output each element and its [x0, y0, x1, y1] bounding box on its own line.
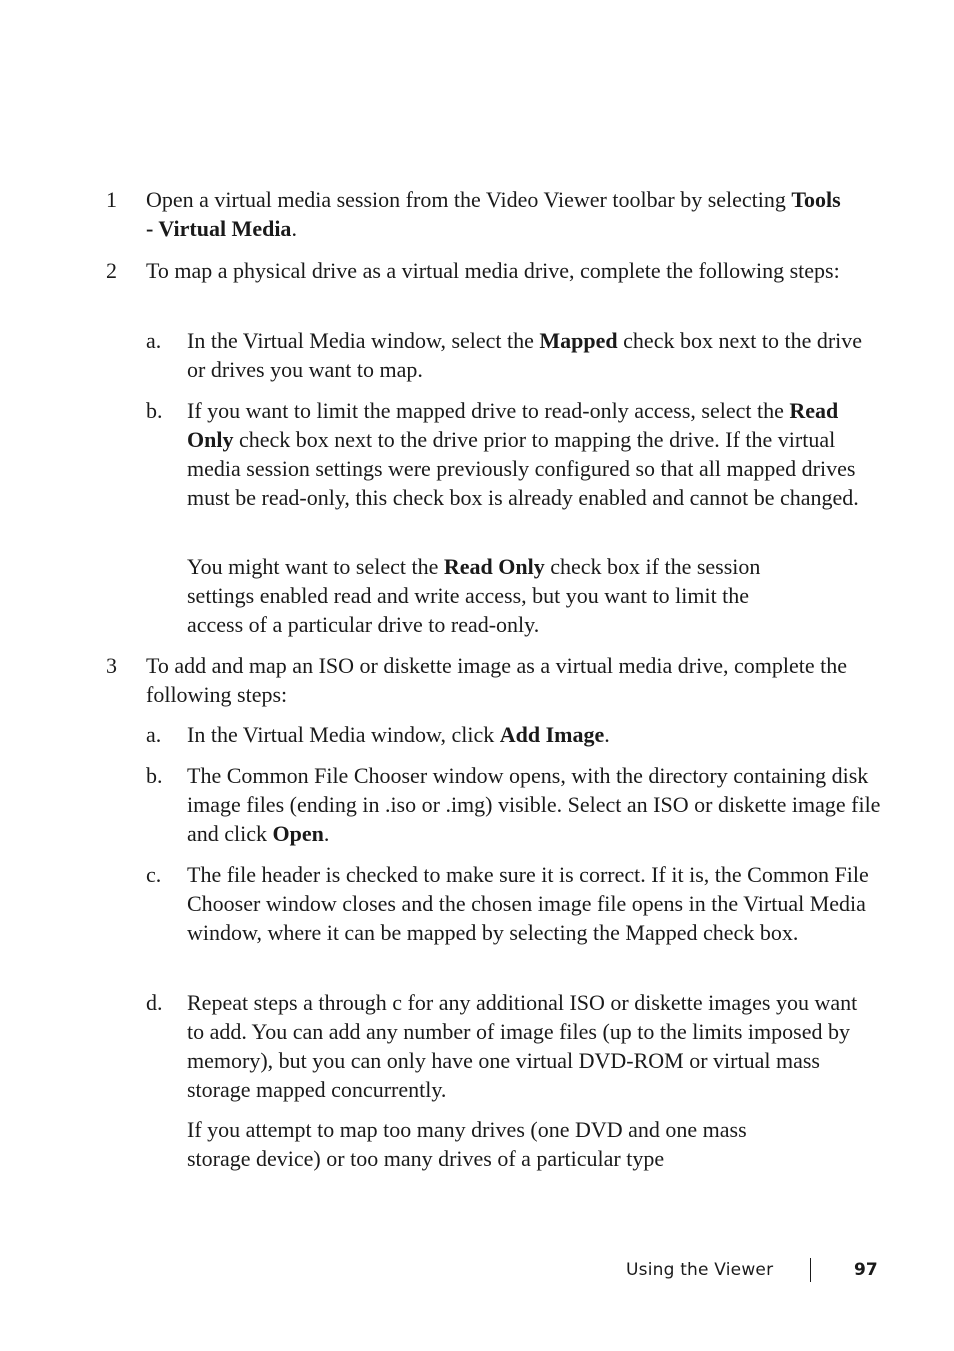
bold-term: Add Image: [499, 722, 605, 747]
substep-label: a.: [146, 328, 162, 353]
footer-divider: [810, 1258, 811, 1282]
substep-text: If you want to limit the mapped drive to read-only access, select the Read Only check box next to the drive prior to mapping the drive. If the virtual media session settings were previously configured so that all mapped drives must be read-only, this check box is already enabled and cannot be changed.: [187, 398, 859, 510]
substep-label: a.: [146, 722, 162, 747]
step-number: 3: [106, 653, 117, 678]
footer-section-title: Using the Viewer: [626, 1260, 774, 1280]
substep-label: c.: [146, 862, 162, 887]
page-number: 97: [854, 1260, 878, 1280]
step-number: 2: [106, 258, 117, 283]
note-paragraph: If you attempt to map too many drives (one DVD and one mass storage device) or too many drives of a particular type: [187, 1117, 747, 1171]
substep-label: b.: [146, 398, 163, 423]
substep-text: The Common File Chooser window opens, with the directory containing disk image files (ending in .iso or .img) visible. Select an ISO or diskette image file and click Open.: [187, 763, 881, 846]
step-text: Open a virtual media session from the Video Viewer toolbar by selecting Tools - Virtual Media.: [146, 187, 841, 241]
bold-term: Open: [272, 821, 324, 846]
bold-term: Read Only: [187, 398, 839, 452]
note-paragraph: You might want to select the Read Only check box if the session settings enabled read and write access, but you want to limit the access of a particular drive to read-only.: [187, 554, 761, 637]
bold-term: Mapped: [539, 328, 618, 353]
step-text: To map a physical drive as a virtual media drive, complete the following steps:: [146, 258, 840, 283]
step-text: To add and map an ISO or diskette image as a virtual media drive, complete the following steps:: [146, 653, 848, 707]
substep-text: In the Virtual Media window, click Add Image.: [187, 722, 610, 747]
substep-text: Repeat steps a through c for any additional ISO or diskette images you want to add. You can add any number of image files (up to the limits imposed by memory), but you can only have one virtual DVD-ROM or virtual mass storage mapped concurrently.: [187, 990, 858, 1102]
substep-label: d.: [146, 990, 163, 1015]
substep-text: The file header is checked to make sure it is correct. If it is, the Common File Chooser window closes and the chosen image file opens in the Virtual Media window, where it can be mapped by selecting the Mapped check box.: [187, 862, 869, 945]
bold-term: Tools - Virtual Media: [146, 187, 841, 241]
substep-text: In the Virtual Media window, select the Mapped check box next to the drive or drives you want to map.: [187, 328, 863, 382]
step-number: 1: [106, 187, 117, 212]
substep-label: b.: [146, 763, 163, 788]
bold-term: Read Only: [443, 554, 545, 579]
